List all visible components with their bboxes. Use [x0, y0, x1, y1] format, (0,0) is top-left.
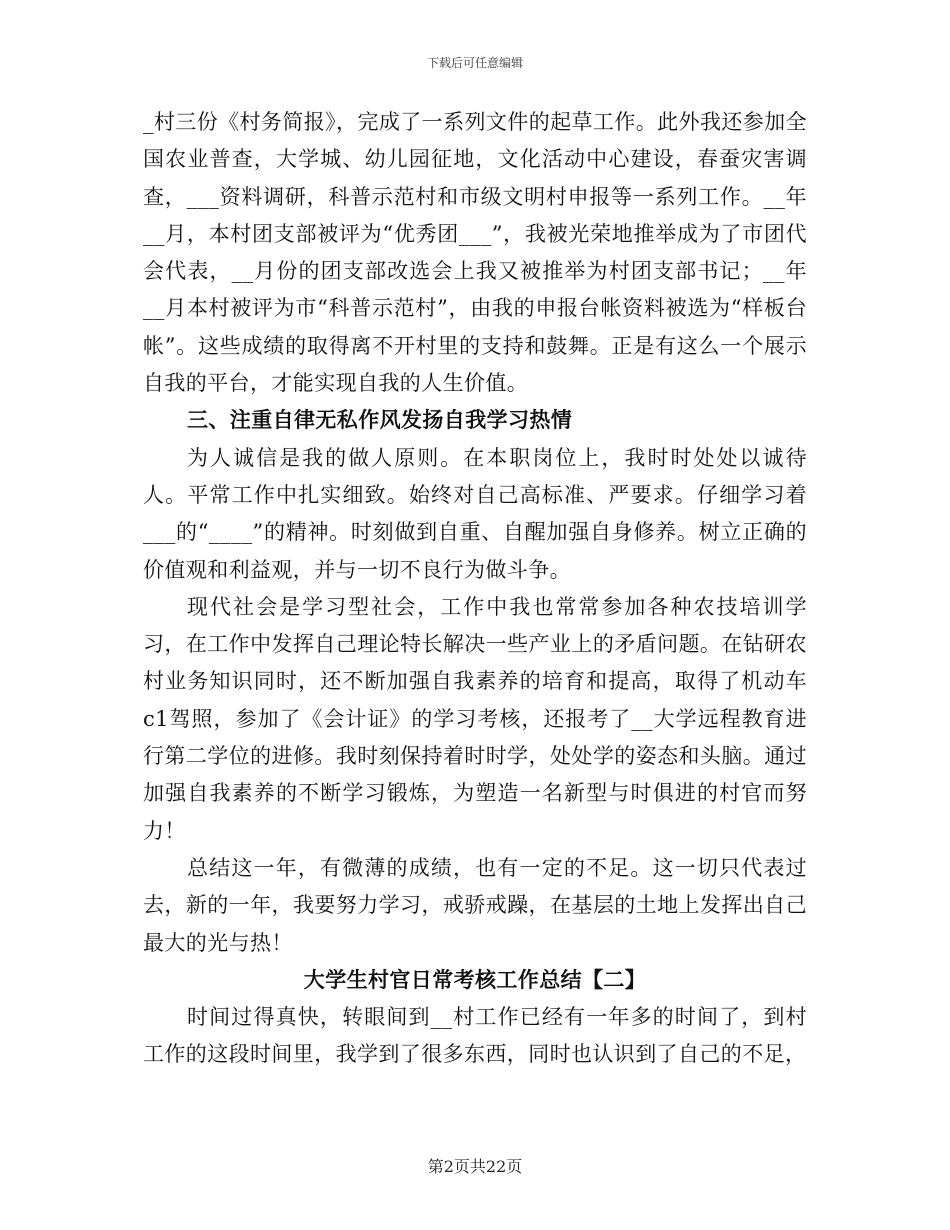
page-footer: 第2页共22页 [427, 1157, 523, 1176]
paragraph-continued: _村三份《村务简报》，完成了一系列文件的起草工作。此外我还参加全国农业普查，大学城、幼儿园征地，文化活动中心建设，春蚕灾害调查，___资料调研，科普示范村和市级文明村申报等一系列工作。__年__月，本村团支部被评为“优秀团___”，我被光荣地推举成为了市团代会代表，__月份的团支部改选会上我又被推举为村团支部书记；__年__月本村被评为市“科普示范村”，由我的申报台帐资料被选为“样板台帐”。这些成绩的取得离不开村里的支持和鼓舞。正是有这么一个展示自我的平台，才能实现自我的人生价值。 [143, 110, 807, 396]
paragraph-learning: 现代社会是学习型社会，工作中我也常常参加各种农技培训学习，在工作中发挥自己理论特长解决一些产业上的矛盾问题。在钻研农村业务知识同时，还不断加强自我素养的培育和提高，取得了机动车c1驾照，参加了《会计证》的学习考核，还报考了__大学远程教育进行第二学位的进修。我时刻保持着时时学，处处学的姿态和头脑。通过加强自我素养的不断学习锻炼，为塑造一名新型与时俱进的村官而努力！ [143, 594, 807, 843]
paragraph-summary: 总结这一年，有微薄的成绩，也有一定的不足。这一切只代表过去，新的一年，我要努力学习，戒骄戒躁，在基层的土地上发挥出自己最大的光与热！ [143, 855, 807, 955]
article-title-2: 大学生村官日常考核工作总结【二】 [303, 967, 647, 992]
section-heading-3: 三、注重自律无私作风发扬自我学习热情 [187, 408, 573, 433]
page-header: 下载后可任意编辑 [426, 56, 523, 70]
paragraph-intro-2: 时间过得真快，转眼间到__村工作已经有一年多的时间了，到村工作的这段时间里，我学到了很多东西，同时也认识到了自己的不足， [143, 1005, 807, 1067]
document-body [143, 104, 807, 1074]
paragraph-integrity: 为人诚信是我的做人原则。在本职岗位上，我时时处处以诚待人。平常工作中扎实细致。始终对自己高标准、严要求。仔细学习着___的“____”的精神。时刻做到自重、自醒加强自身修养。树立正确的价值观和利益观，并与一切不良行为做斗争。 [143, 445, 807, 582]
